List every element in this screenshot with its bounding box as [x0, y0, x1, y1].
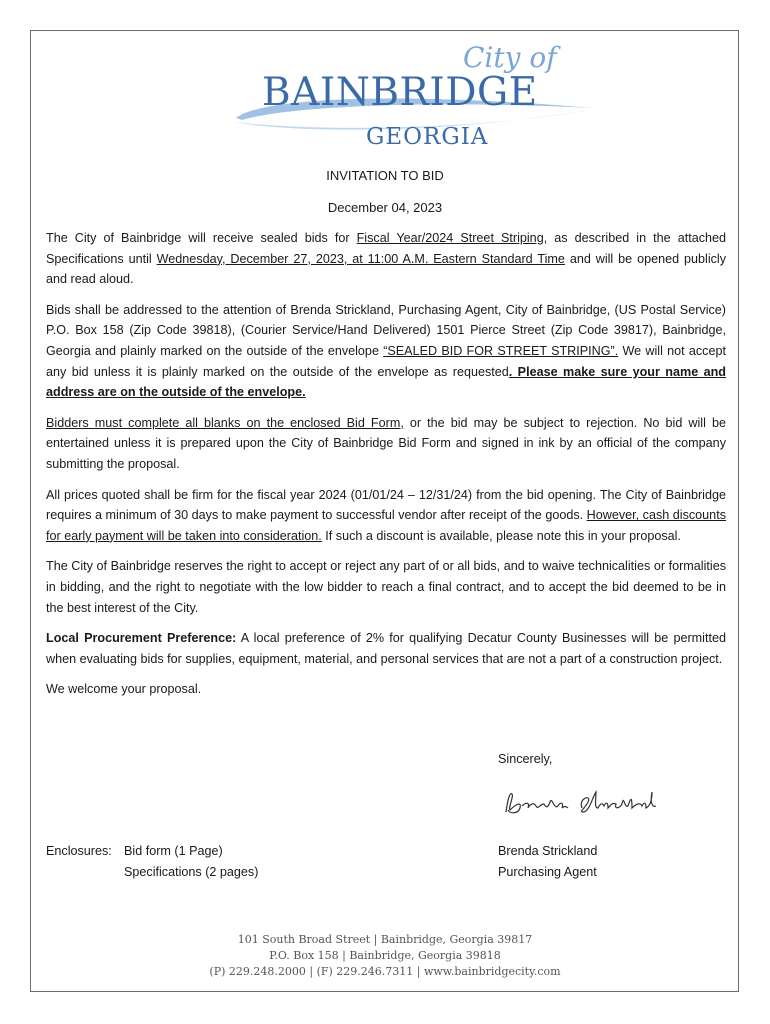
enclosure-item: Bid form (1 Page) [124, 844, 223, 858]
text: A local preference of 2% for qualifying Decatur County Businesses will be permitted when evaluating bids for supplies, equipment, material, and personal services that are not a part of a construction project. [46, 631, 726, 666]
text: The City of Bainbridge will receive sealed bids for [46, 231, 357, 245]
text: We will not accept any bid unless it is plainly marked on the outside of the envelope as requested [46, 343, 726, 379]
letter-body [46, 228, 726, 710]
envelope-marking: “SEALED BID FOR STREET STRIPING”. [383, 343, 619, 358]
project-name: Fiscal Year/2024 Street Striping, [356, 231, 548, 245]
signer-block [498, 841, 597, 882]
logo-city-name: BAINBRIDGE [262, 70, 538, 115]
document-title: INVITATION TO BID [326, 168, 444, 183]
text: and will be opened publicly and read aloud. [46, 251, 727, 287]
text: or the bid may be subject to rejection. No bid will be entertained unless it is prepared upon the City of Bainbridge Bid Form and signed in ink by an official of the company submitting the proposal. [46, 415, 726, 471]
enclosures-label: Enclosures: [46, 844, 112, 858]
city-logo [228, 40, 598, 155]
paragraph-rights: The City of Bainbridge reserves the right to accept or reject any part of or all bids, and to waive technicalities or formalities in bidding, and the right to negotiate with the low bidder to reach a final contract, and to accept the bid deemed to be in the best interest of the City. [46, 559, 726, 615]
signer-name: Brenda Strickland [498, 844, 598, 858]
text: All prices quoted shall be firm for the fiscal year 2024 (01/01/24 – 12/31/24) from the bid opening. The City of Bainbridge requires a minimum of 30 days to make payment to successful vendor after receipt of the goods. [46, 487, 726, 523]
signer-title: Purchasing Agent [498, 864, 597, 879]
paragraph-pricing [46, 485, 726, 547]
paragraph-address [46, 300, 726, 403]
footer-contact [0, 932, 770, 980]
paragraph-welcome: We welcome your proposal. [46, 682, 202, 697]
paragraph-bid-form [46, 413, 726, 475]
enclosures-list [124, 841, 258, 882]
local-preference-heading: Local Procurement Preference: [46, 631, 237, 646]
text: as described in the attached Specifications until [46, 231, 727, 266]
signature-image [500, 784, 660, 822]
footer-po-box: P.O. Box 158 | Bainbridge, Georgia 39818 [269, 949, 501, 962]
logo-city-of: City of [463, 41, 557, 74]
cash-discount-note: However, cash discounts for early payment will be taken into consideration. [46, 508, 726, 543]
bid-form-requirement: Bidders must complete all blanks on the enclosed Bid Form, [46, 415, 404, 430]
paragraph-local-preference [46, 628, 726, 669]
enclosure-item: Specifications (2 pages) [124, 864, 259, 879]
logo-state: GEORGIA [366, 124, 489, 150]
footer-street-address: 101 South Broad Street | Bainbridge, Georgia 39817 [237, 933, 533, 946]
bid-deadline: Wednesday, December 27, 2023, at 11:00 A.M. Eastern Standard Time [156, 251, 565, 266]
paragraph-bid-intro [46, 228, 726, 290]
envelope-instruction: . Please make sure your name and address are on the outside of the envelope. [46, 364, 726, 400]
text: Bids shall be addressed to the attention of Brenda Strickland, Purchasing Agent, City of Bainbridge, (US Postal Service) P.O. Box 158 (Zip Code 39818), (Courier Service/Hand Delivered) 1501 Pierce Street (Zip Code 39817), Bainbridge, Georgia and plainly marked on the outside of the envelope [46, 302, 726, 358]
text: If such a discount is available, please note this in your proposal. [321, 528, 681, 543]
closing-sincerely: Sincerely, [498, 752, 553, 766]
footer-phone-web: (P) 229.248.2000 | (F) 229.246.7311 | www.bainbridgecity.com [209, 965, 561, 978]
enclosures-block [46, 841, 258, 882]
document-date: December 04, 2023 [327, 200, 443, 215]
